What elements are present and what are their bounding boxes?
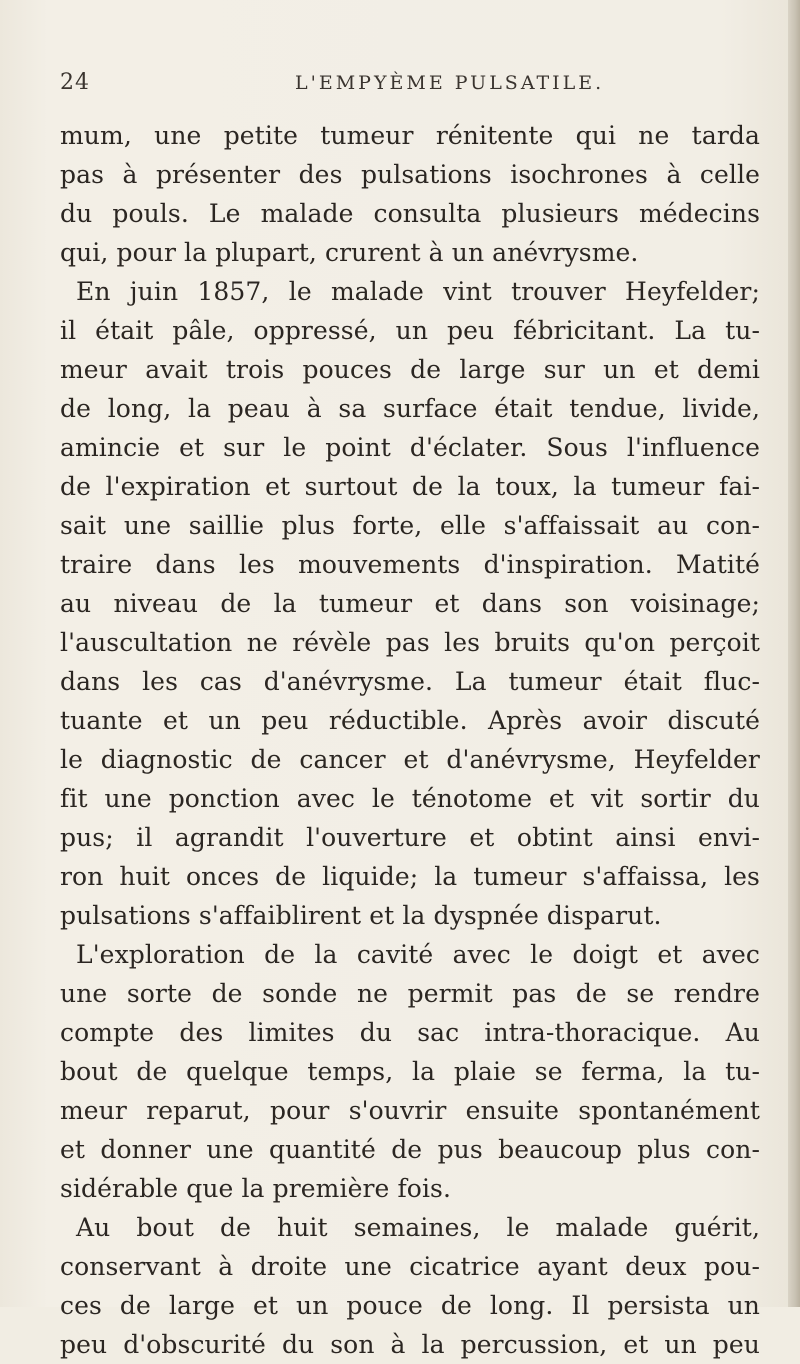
text-line: fit une ponction avec le ténotome et vit sortir du [60,784,760,813]
text-line: l'auscultation ne révèle pas les bruits qu'on perçoit [60,628,760,657]
text-line: Au bout de huit semaines, le malade guérit, [76,1213,760,1242]
text-line: traire dans les mouvements d'inspiration. Matité [60,550,760,579]
running-title: L'EMPYÈME PULSATILE. [295,72,605,94]
page-edge-shadow [788,0,800,1307]
body-text [60,116,760,1364]
text-line: pulsations s'affaiblirent et la dyspnée disparut. [60,901,662,930]
text-line: meur avait trois pouces de large sur un et demi [60,355,760,384]
page-header [0,70,800,106]
text-line: de long, la peau à sa surface était tendue, livide, [60,394,760,423]
page-number: 24 [60,70,90,95]
text-line: du pouls. Le malade consulta plusieurs médecins [60,199,760,228]
text-line: pas à présenter des pulsations isochrones à celle [60,160,760,189]
text-line: amincie et sur le point d'éclater. Sous l'influence [60,433,760,462]
text-line: sait une saillie plus forte, elle s'affaissait au con- [60,511,760,540]
text-line: bout de quelque temps, la plaie se ferma, la tu- [60,1057,760,1086]
text-line: mum, une petite tumeur rénitente qui ne tarda [60,121,760,150]
text-line: conservant à droite une cicatrice ayant deux pou- [60,1252,760,1281]
text-line: L'exploration de la cavité avec le doigt et avec [76,940,760,969]
text-line: de l'expiration et surtout de la toux, la tumeur fai- [60,472,760,501]
text-line: pus; il agrandit l'ouverture et obtint ainsi envi- [60,823,760,852]
text-line: En juin 1857, le malade vint trouver Heyfelder; [76,277,760,306]
text-line: sidérable que la première fois. [60,1174,452,1203]
text-line: ces de large et un pouce de long. Il persista un [60,1291,760,1320]
text-line: tuante et un peu réductible. Après avoir discuté [60,706,760,735]
text-line: compte des limites du sac intra-thoracique. Au [60,1018,760,1047]
text-line: qui, pour la plupart, crurent à un anévrysme. [60,238,639,267]
text-line: peu d'obscurité du son à la percussion, et un peu [60,1330,760,1359]
text-line: ron huit onces de liquide; la tumeur s'affaissa, les [60,862,760,891]
text-line: au niveau de la tumeur et dans son voisinage; [60,589,760,618]
text-line: dans les cas d'anévrysme. La tumeur était fluc- [60,667,760,696]
text-line: et donner une quantité de pus beaucoup plus con- [60,1135,760,1164]
text-line: meur reparut, pour s'ouvrir ensuite spontanément [60,1096,760,1125]
text-line: le diagnostic de cancer et d'anévrysme, Heyfelder [60,745,760,774]
text-line: il était pâle, oppressé, un peu fébricitant. La tu- [60,316,760,345]
text-line: une sorte de sonde ne permit pas de se rendre [60,979,760,1008]
